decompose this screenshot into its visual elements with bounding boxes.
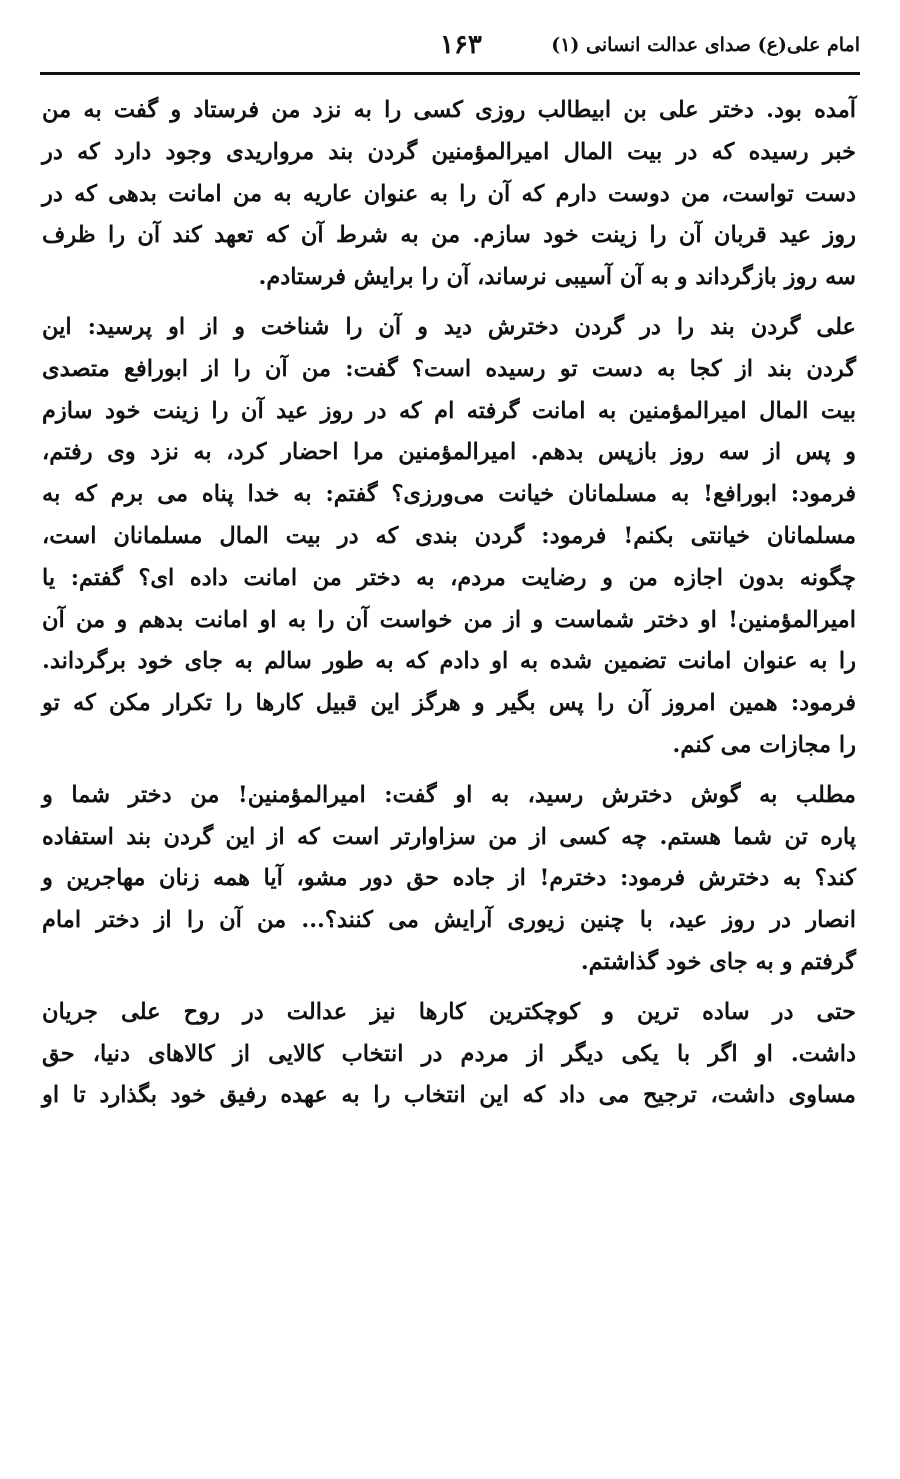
text-line: انصار در روز عید، با چنین زیوری آرایش می کنند؟... من آن را از دختر امام	[42, 907, 856, 934]
paragraph	[42, 992, 856, 1117]
text-line: سه روز بازگرداند و به آن آسیبی نرساند، آن را برایش فرستادم.	[258, 264, 856, 291]
header-rule	[40, 72, 860, 75]
text-line: فرمود: همین امروز آن را پس بگیر و هرگز این قبیل کارها را تکرار مکن که تو	[42, 690, 856, 717]
text-line: را به عنوان امانت تضمین شده به او دادم که به طور سالم به جای خود برگرداند.	[42, 648, 856, 675]
text-line: مطلب به گوش دخترش رسید، به او گفت: امیرالمؤمنین! من دختر شما و	[42, 781, 856, 808]
text-line: امیرالمؤمنین! او دختر شماست و از من خواست آن را به او امانت بدهم و من آن	[42, 606, 856, 633]
text-line: چگونه بدون اجازه من و رضایت مردم، به دختر من امانت داده ای؟ گفتم: یا	[42, 564, 856, 591]
running-title: امام علی(ع) صدای عدالت انسانی (۱)	[551, 34, 860, 56]
text-line: روز عید قربان آن را زینت خود سازم. من به شرط آن که تعهد کند آن را ظرف	[42, 222, 856, 249]
paragraph	[42, 307, 856, 767]
text-line: آمده بود. دختر علی بن ابیطالب روزی کسی را به نزد من فرستاد و گفت به من	[42, 97, 856, 123]
text-line: دست تواست، من دوست دارم که آن را به عنوان عاریه به من امانت بدهی که در	[42, 180, 856, 207]
text-line: را مجازات می کنم.	[672, 731, 856, 758]
page-number: ۱۶۳	[440, 30, 482, 60]
text-line: گردن بند از کجا به دست تو رسیده است؟ گفت: من آن را از ابورافع متصدی	[42, 355, 856, 382]
text-line: خبر رسیده که در بیت المال امیرالمؤمنین گردن بند مرواریدی وجود دارد که در	[42, 138, 856, 165]
paragraph	[42, 90, 856, 299]
page-header	[40, 28, 860, 70]
text-line: علی گردن بند را در گردن دخترش دید و آن را شناخت و از او پرسید: این	[42, 313, 856, 340]
text-line: و پس از سه روز بازپس بدهم. امیرالمؤمنین مرا احضار کرد، به نزد وی رفتم،	[42, 439, 856, 466]
text-line: کند؟ به دخترش فرمود: دخترم! از جاده حق دور مشو، آیا همه زنان مهاجرین و	[42, 865, 856, 892]
text-line: بیت المال امیرالمؤمنین به امانت گرفته ام که در روز عید آن را زینت خود سازم	[42, 397, 856, 424]
text-line: فرمود: ابورافع! به مسلمانان خیانت می‌ورزی؟ گفتم: به خدا پناه می برم که به	[42, 481, 856, 508]
paragraph	[42, 775, 856, 984]
text-line: مسلمانان خیانتی بکنم! فرمود: گردن بندی که در بیت المال مسلمانان است،	[42, 522, 856, 549]
text-line: حتی در ساده ترین و کوچکترین کارها نیز عدالت در روح علی جریان	[42, 998, 856, 1025]
text-line: گرفتم و به جای خود گذاشتم.	[580, 948, 856, 975]
text-line: مساوی داشت، ترجیح می داد که این انتخاب را به عهده رفیق خود بگذارد تا او	[42, 1082, 856, 1109]
text-line: داشت. او اگر با یکی دیگر از مردم در انتخاب کالایی از کالاهای دنیا، حق	[42, 1040, 856, 1067]
body-text	[42, 90, 856, 1117]
text-line: پاره تن شما هستم. چه کسی از من سزاوارتر است که از این گردن بند استفاده	[42, 823, 856, 850]
